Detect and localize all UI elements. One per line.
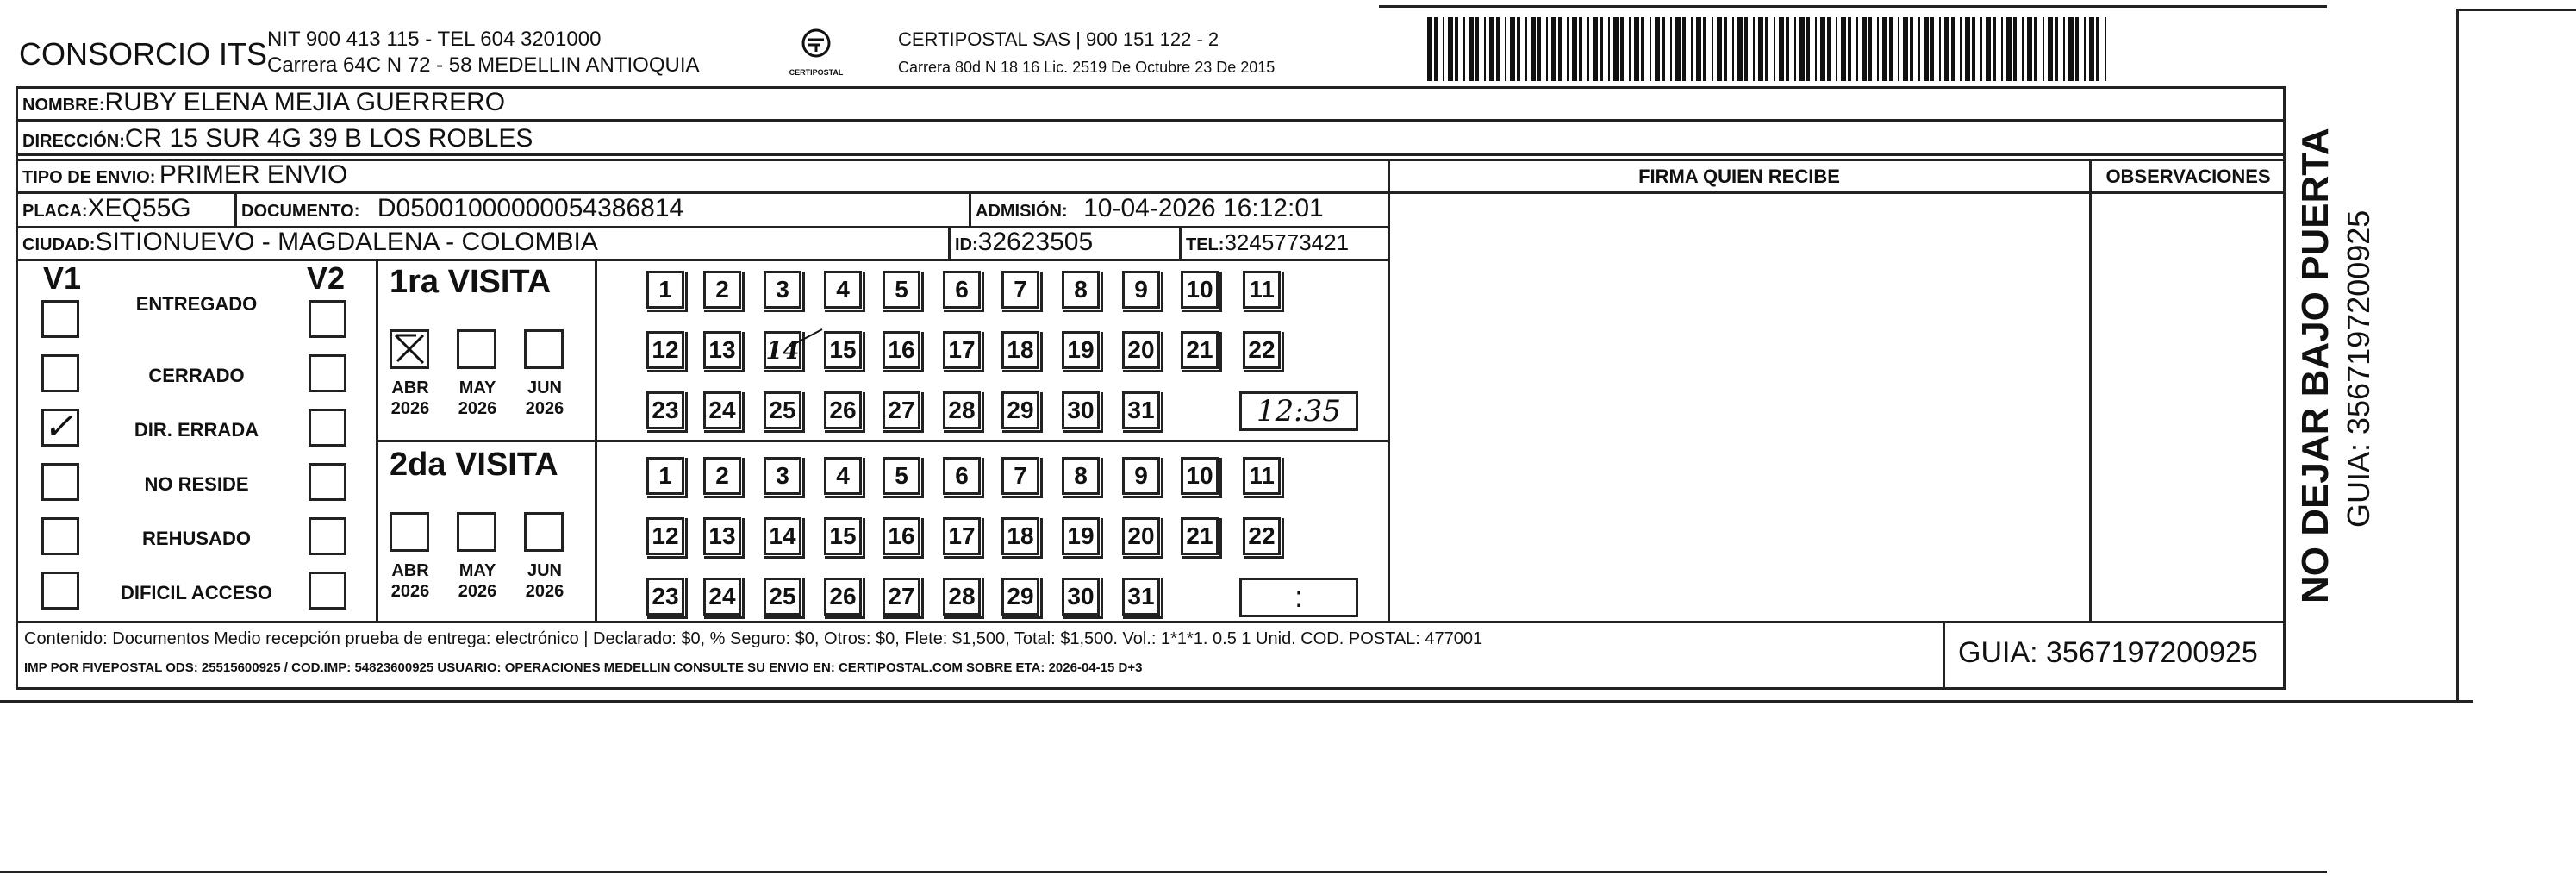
barcode-bar <box>2006 17 2012 81</box>
visit1-title: 1ra VISITA <box>390 264 552 300</box>
month-name: MAY <box>458 561 496 580</box>
day-box: 18 <box>1001 517 1039 555</box>
barcode-bar <box>2027 17 2032 81</box>
placa-cell <box>22 194 191 228</box>
barcode-bar <box>1525 17 1527 81</box>
footer-imp-line: IMP POR FIVEPOSTAL ODS: 25515600925 / COD.IMP: 54823600925 USUARIO: OPERACIONES MEDELLIN CONSULTE SU ENVIO EN: CERTIPOSTAL.COM SOBRE ETA: 2026-04-15 D+3 <box>24 660 1143 675</box>
day-box: 2 <box>703 457 741 495</box>
barcode-bar <box>1724 17 1727 81</box>
month-day-sep <box>595 259 597 621</box>
day-box: 1 <box>646 271 684 309</box>
month-label <box>446 560 508 602</box>
barcode-bar <box>1613 17 1619 81</box>
admision-value: 10-04-2026 16:12:01 <box>1083 194 1324 222</box>
day-box: 14 <box>764 517 801 555</box>
day-box: 27 <box>883 578 920 616</box>
barcode-bar <box>1505 17 1506 81</box>
barcode-bar <box>1980 17 1982 81</box>
nombre-row <box>22 88 505 122</box>
v2-header: V2 <box>307 260 346 296</box>
logo-icon <box>777 26 855 64</box>
admision-cell <box>976 194 1324 228</box>
direccion-row <box>22 124 533 158</box>
barcode-bar <box>1774 17 1775 81</box>
bottom-rule <box>0 700 2473 703</box>
day-box: 31 <box>1122 578 1160 616</box>
barcode-bar <box>1960 17 1962 81</box>
barcode-bar <box>1455 17 1458 81</box>
status-label: NO RESIDE <box>144 473 249 495</box>
day-box: 24 <box>703 391 741 429</box>
barcode-bar <box>1675 17 1681 81</box>
footer-content-line: Contenido: Documentos Medio recepción prueba de entrega: electrónico | Declarado: $0, % Seguro: $0, Otros: $0, Flete: $1,500, Total: $1,500. Vol.: 1*1*1. 0.5 1 Unid. COD. POSTAL: 477001 <box>24 629 1483 648</box>
day-box: 6 <box>943 271 981 309</box>
barcode-bar <box>1546 17 1548 81</box>
barcode-bar <box>1537 17 1541 81</box>
month-checkbox <box>390 329 429 369</box>
barcode-bar <box>1558 17 1562 81</box>
page-bottom-rule <box>0 871 2327 873</box>
day-box: 31 <box>1122 391 1160 429</box>
barcode-bar <box>2089 17 2094 81</box>
month-name: ABR <box>391 378 429 397</box>
day-box: 7 <box>1001 457 1039 495</box>
barcode-bar <box>1572 17 1577 81</box>
barcode-bar <box>1765 17 1768 81</box>
status-label: DIFICIL ACCESO <box>120 582 272 603</box>
barcode-bar <box>1815 17 1817 81</box>
barcode-bar <box>1496 17 1500 81</box>
nombre-label: NOMBRE: <box>22 96 105 115</box>
barcode-bar <box>2084 17 2086 81</box>
day-box: 13 <box>703 331 741 369</box>
barcode-bar <box>1820 17 1825 81</box>
barcode-bar <box>1868 17 1872 81</box>
barcode-bar <box>1910 17 1913 81</box>
barcode-bar <box>2001 17 2003 81</box>
day-box: 10 <box>1181 457 1219 495</box>
company-name: CONSORCIO ITS <box>19 36 268 72</box>
nombre-value: RUBY ELENA MEJIA GUERRERO <box>104 88 506 116</box>
month-year: 2026 <box>458 582 497 601</box>
firma-header: FIRMA QUIEN RECIBE <box>1638 166 1840 187</box>
day-box: 15 <box>824 517 862 555</box>
day-box: 10 <box>1181 271 1219 309</box>
month-name: MAY <box>458 378 496 397</box>
v2-checkbox <box>309 354 346 392</box>
ciudad-label: CIUDAD: <box>22 235 96 254</box>
direccion-value: CR 15 SUR 4G 39 B LOS ROBLES <box>124 124 533 153</box>
barcode-bar <box>1712 17 1713 81</box>
right-frame-edge <box>2456 9 2459 702</box>
barcode-bar <box>1608 17 1610 81</box>
barcode-bar <box>1434 17 1438 81</box>
month-checkbox <box>457 329 496 369</box>
v2-checkbox <box>309 517 346 555</box>
ciudad-cell <box>22 228 598 261</box>
month-year: 2026 <box>458 399 497 418</box>
obs-col-line <box>2089 159 2092 621</box>
day-mark-icon <box>789 328 824 358</box>
barcode-bar <box>1986 17 1991 81</box>
barcode-bar <box>1629 17 1631 81</box>
col-header-line <box>1388 191 2286 194</box>
day-box: 7 <box>1001 271 1039 309</box>
v1-checkbox <box>41 572 79 610</box>
day-box: 30 <box>1062 391 1100 429</box>
barcode-bar <box>2055 17 2058 81</box>
barcode-bar <box>1634 17 1639 81</box>
barcode-bar <box>1655 17 1660 81</box>
day-box: 5 <box>883 457 920 495</box>
v1-checkbox <box>41 300 79 338</box>
barcode-bar <box>1691 17 1693 81</box>
month-label <box>379 378 441 419</box>
side-warning: NO DEJAR BAJO PUERTA <box>2294 128 2336 603</box>
x-mark-icon <box>392 332 427 366</box>
visit2-title: 2da VISITA <box>390 447 558 483</box>
barcode-bar <box>1930 17 1934 81</box>
day-box: 23 <box>646 391 684 429</box>
barcode-bar <box>1650 17 1651 81</box>
certipostal-logo <box>777 26 855 78</box>
day-box: 8 <box>1062 457 1100 495</box>
month-label <box>514 560 576 602</box>
doc-adm-sep <box>969 191 971 226</box>
barcode-bar <box>2048 17 2053 81</box>
barcode-bar <box>1600 17 1603 81</box>
v1-checkbox <box>41 517 79 555</box>
company-address: Carrera 64C N 72 - 58 MEDELLIN ANTIOQUIA <box>267 53 700 77</box>
barcode-bar <box>1753 17 1755 81</box>
barcode-bar <box>1779 17 1784 81</box>
day-box: 8 <box>1062 271 1100 309</box>
v1-check-mark: ✓ <box>43 405 74 447</box>
day-box: 29 <box>1001 578 1039 616</box>
barcode-bar <box>1587 17 1589 81</box>
id-label: ID: <box>955 235 978 254</box>
time-box: : <box>1239 578 1358 617</box>
barcode-bar <box>1993 17 1996 81</box>
barcode-bar <box>2105 17 2106 81</box>
tel-label: TEL: <box>1186 235 1225 254</box>
day-box: 21 <box>1181 331 1219 369</box>
right-frame-top <box>2456 9 2576 11</box>
barcode-bar <box>1662 17 1665 81</box>
time-box: 12:35 <box>1239 391 1358 431</box>
month-year: 2026 <box>525 582 564 601</box>
id-tel-sep <box>1179 226 1182 259</box>
barcode-bar <box>1670 17 1672 81</box>
month-checkbox <box>390 512 429 552</box>
row-line <box>16 159 2286 161</box>
v2-checkbox <box>309 463 346 501</box>
ciudad-id-sep <box>948 226 951 259</box>
barcode <box>1427 17 2117 81</box>
tel-cell <box>1186 228 1349 261</box>
status-visit-sep <box>376 259 378 621</box>
barcode-bar <box>1862 17 1867 81</box>
barcode-bar <box>1489 17 1494 81</box>
barcode-bar <box>1682 17 1686 81</box>
id-cell <box>955 228 1093 261</box>
day-box: 4 <box>824 271 862 309</box>
month-name: JUN <box>527 378 562 397</box>
day-box: 26 <box>824 391 862 429</box>
barcode-bar <box>1443 17 1444 81</box>
barcode-bar <box>1641 17 1644 81</box>
barcode-bar <box>1737 17 1743 81</box>
barcode-bar <box>1827 17 1831 81</box>
barcode-bar <box>1806 17 1810 81</box>
day-box: 2 <box>703 271 741 309</box>
v2-checkbox <box>309 409 346 447</box>
v2-checkbox <box>309 300 346 338</box>
day-box: 11 <box>1243 271 1281 309</box>
day-box: 17 <box>943 331 981 369</box>
barcode-bar <box>1758 17 1763 81</box>
barcode-bar <box>1951 17 1955 81</box>
logo-text: CERTIPOSTAL <box>789 68 844 77</box>
barcode-bar <box>1903 17 1908 81</box>
admision-label: ADMISIÓN: <box>976 202 1068 221</box>
month-checkbox <box>457 512 496 552</box>
visit-divider <box>376 440 1388 442</box>
day-box: 3 <box>764 271 801 309</box>
day-box: 30 <box>1062 578 1100 616</box>
company-nit: NIT 900 413 115 - TEL 604 3201000 <box>267 28 602 51</box>
day-box: 11 <box>1243 457 1281 495</box>
v1-checkbox <box>41 354 79 392</box>
barcode-bar <box>1427 17 1432 81</box>
v1-checkbox <box>41 463 79 501</box>
month-label <box>446 378 508 419</box>
day-box: 25 <box>764 578 801 616</box>
direccion-label: DIRECCIÓN: <box>22 132 125 151</box>
barcode-bar <box>1517 17 1520 81</box>
id-value: 32623505 <box>977 228 1094 256</box>
status-label: CERRADO <box>148 365 245 386</box>
barcode-bar <box>1579 17 1582 81</box>
barcode-bar <box>2068 17 2074 81</box>
day-box: 15 <box>824 331 862 369</box>
barcode-bar <box>1475 17 1479 81</box>
barcode-bar <box>2013 17 2017 81</box>
day-box: 12 <box>646 517 684 555</box>
day-box: 20 <box>1122 517 1160 555</box>
barcode-bar <box>1877 17 1879 81</box>
day-box: 27 <box>883 391 920 429</box>
barcode-bar <box>1965 17 1970 81</box>
carrier-name: CERTIPOSTAL SAS | 900 151 122 - 2 <box>898 28 1219 50</box>
barcode-bar <box>1836 17 1837 81</box>
barcode-bar <box>1448 17 1453 81</box>
barcode-bar <box>1939 17 1941 81</box>
tel-value: 3245773421 <box>1224 229 1350 255</box>
barcode-bar <box>1593 17 1598 81</box>
day-box: 22 <box>1243 517 1281 555</box>
day-box: 13 <box>703 517 741 555</box>
day-box: 23 <box>646 578 684 616</box>
barcode-bar <box>1551 17 1556 81</box>
barcode-bar <box>2034 17 2037 81</box>
barcode-bar <box>1620 17 1624 81</box>
month-year: 2026 <box>525 399 564 418</box>
day-box: 12 <box>646 331 684 369</box>
day-box: 3 <box>764 457 801 495</box>
barcode-bar <box>1744 17 1748 81</box>
day-box: 18 <box>1001 331 1039 369</box>
tipo-label: TIPO DE ENVIO: <box>22 168 156 187</box>
month-label <box>379 560 441 602</box>
barcode-bar <box>1898 17 1899 81</box>
tipo-row <box>22 160 347 194</box>
placa-doc-sep <box>234 191 237 226</box>
status-label: ENTREGADO <box>135 293 258 315</box>
day-box: 21 <box>1181 517 1219 555</box>
status-label: DIR. ERRADA <box>134 419 259 441</box>
day-box: 16 <box>883 517 920 555</box>
placa-label: PLACA: <box>22 202 88 221</box>
barcode-bar <box>1794 17 1796 81</box>
day-box: 28 <box>943 578 981 616</box>
v1-header: V1 <box>43 260 82 296</box>
month-checkbox <box>524 512 564 552</box>
barcode-bar <box>1882 17 1887 81</box>
day-box: 6 <box>943 457 981 495</box>
footer-guia-sep <box>1943 621 1945 690</box>
day-box: 29 <box>1001 391 1039 429</box>
day-box: 22 <box>1243 331 1281 369</box>
barcode-bar <box>1972 17 1975 81</box>
barcode-bar <box>1924 17 1929 81</box>
barcode-bar <box>1567 17 1569 81</box>
barcode-bar <box>1531 17 1536 81</box>
documento-cell <box>241 194 683 228</box>
day-box: 14 <box>764 331 801 369</box>
barcode-bar <box>1918 17 1920 81</box>
barcode-bar <box>1786 17 1789 81</box>
day-box: 19 <box>1062 331 1100 369</box>
day-box: 24 <box>703 578 741 616</box>
tipo-value: PRIMER ENVIO <box>159 160 348 189</box>
day-box: 20 <box>1122 331 1160 369</box>
barcode-bar <box>2022 17 2024 81</box>
top-rule <box>1379 5 2327 8</box>
month-checkbox <box>524 329 564 369</box>
documento-value: D05001000000054386814 <box>377 194 684 222</box>
barcode-bar <box>1703 17 1706 81</box>
barcode-bar <box>2043 17 2044 81</box>
barcode-bar <box>2075 17 2079 81</box>
signature-col-line <box>1388 159 1390 621</box>
day-box: 5 <box>883 271 920 309</box>
barcode-bar <box>1799 17 1805 81</box>
day-box: 9 <box>1122 457 1160 495</box>
documento-label: DOCUMENTO: <box>241 202 360 221</box>
month-name: JUN <box>527 561 562 580</box>
barcode-bar <box>1848 17 1851 81</box>
month-label <box>514 378 576 419</box>
barcode-bar <box>1856 17 1858 81</box>
barcode-bar <box>1484 17 1486 81</box>
side-guia: GUIA: 3567197200925 <box>2341 209 2376 528</box>
day-box: 1 <box>646 457 684 495</box>
barcode-bar <box>1510 17 1515 81</box>
status-label: REHUSADO <box>142 528 251 549</box>
barcode-bar <box>1944 17 1949 81</box>
month-year: 2026 <box>390 399 430 418</box>
day-box: 4 <box>824 457 862 495</box>
day-box: 16 <box>883 331 920 369</box>
footer-guia: GUIA: 3567197200925 <box>1958 636 2258 669</box>
day-box: 25 <box>764 391 801 429</box>
month-name: ABR <box>391 561 429 580</box>
observaciones-header: OBSERVACIONES <box>2105 166 2271 187</box>
placa-value: XEQ55G <box>87 194 191 222</box>
barcode-bar <box>1732 17 1734 81</box>
barcode-bar <box>1469 17 1474 81</box>
barcode-bar <box>2063 17 2065 81</box>
barcode-bar <box>1463 17 1465 81</box>
barcode-bar <box>1696 17 1701 81</box>
barcode-bar <box>1841 17 1846 81</box>
day-box: 19 <box>1062 517 1100 555</box>
ciudad-value: SITIONUEVO - MAGDALENA - COLOMBIA <box>95 228 598 256</box>
day-box: 28 <box>943 391 981 429</box>
barcode-bar <box>2096 17 2099 81</box>
day-box: 17 <box>943 517 981 555</box>
day-box: 26 <box>824 578 862 616</box>
barcode-bar <box>1717 17 1722 81</box>
carrier-address: Carrera 80d N 18 16 Lic. 2519 De Octubre 23 De 2015 <box>898 59 1276 76</box>
month-year: 2026 <box>390 582 430 601</box>
day-box: 9 <box>1122 271 1160 309</box>
v2-checkbox <box>309 572 346 610</box>
barcode-bar <box>1889 17 1893 81</box>
